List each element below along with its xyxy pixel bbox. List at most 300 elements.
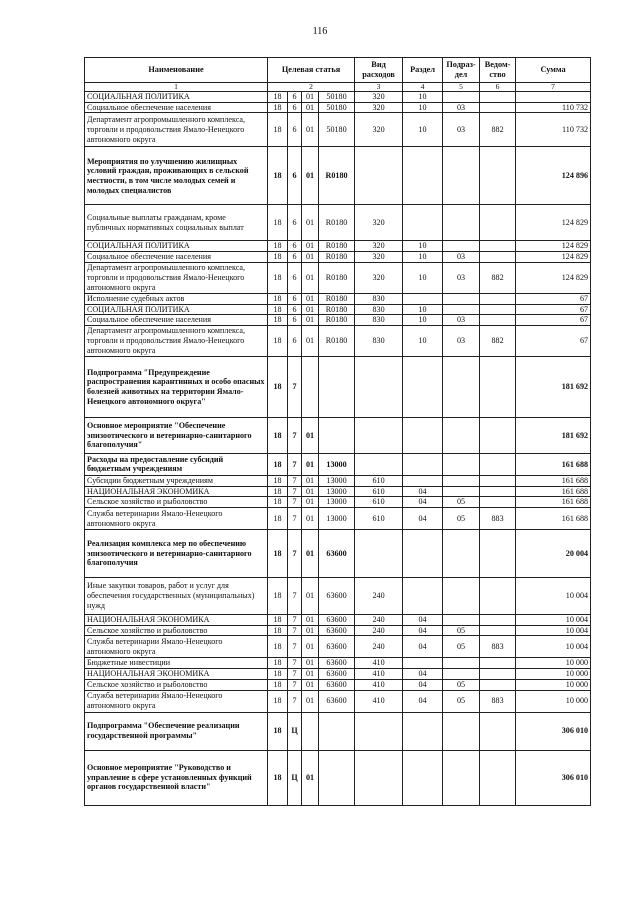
subsection-code xyxy=(443,530,480,578)
program-code: 18 xyxy=(268,241,288,252)
program-code: 18 xyxy=(268,712,288,750)
row-name: Расходы на предоставление субсидий бюджетным учреждениям xyxy=(85,453,268,475)
subprogram-code: 7 xyxy=(288,669,302,680)
subprogram-code: 6 xyxy=(288,205,302,241)
section-code: 04 xyxy=(403,508,443,530)
subprogram-code: 6 xyxy=(288,304,302,315)
header-subsection: Подраз-дел xyxy=(443,58,480,83)
row-name: Департамент агропромышленного комплекса, торговли и продовольствия Ямало-Ненецкого автономного округа xyxy=(85,113,268,147)
activity-code: 01 xyxy=(302,92,319,103)
direction-code: 63600 xyxy=(319,625,355,636)
subsection-code xyxy=(443,486,480,497)
section-code: 04 xyxy=(403,679,443,690)
expense-type-code: 320 xyxy=(355,102,403,113)
program-code: 18 xyxy=(268,625,288,636)
row-amount: 306 010 xyxy=(516,712,591,750)
table-row xyxy=(85,679,591,690)
subprogram-code: 6 xyxy=(288,252,302,263)
table-row xyxy=(85,750,591,805)
table-row xyxy=(85,690,591,712)
header-expense-type: Вид расходов xyxy=(355,58,403,83)
program-code: 18 xyxy=(268,679,288,690)
row-amount: 161 688 xyxy=(516,508,591,530)
activity-code: 01 xyxy=(302,304,319,315)
subsection-code xyxy=(443,453,480,475)
table-row xyxy=(85,147,591,205)
direction-code xyxy=(319,356,355,417)
direction-code: 63600 xyxy=(319,690,355,712)
subsection-code: 05 xyxy=(443,508,480,530)
table-row xyxy=(85,113,591,147)
department-code xyxy=(480,293,516,304)
section-code: 10 xyxy=(403,102,443,113)
direction-code: 13000 xyxy=(319,486,355,497)
direction-code xyxy=(319,750,355,805)
program-code: 18 xyxy=(268,497,288,508)
row-name: Социальное обеспечение населения xyxy=(85,102,268,113)
subsection-code: 03 xyxy=(443,252,480,263)
header-amount: Сумма xyxy=(516,58,591,83)
expense-type-code xyxy=(355,750,403,805)
activity-code: 01 xyxy=(302,293,319,304)
table-row xyxy=(85,712,591,750)
expense-type-code: 610 xyxy=(355,508,403,530)
page-number: 116 xyxy=(312,26,328,37)
header-department: Ведом-ство xyxy=(480,58,516,83)
subprogram-code: 6 xyxy=(288,147,302,205)
subprogram-code: 7 xyxy=(288,356,302,417)
row-amount: 67 xyxy=(516,325,591,356)
subsection-code xyxy=(443,712,480,750)
table-row xyxy=(85,475,591,486)
subsection-code xyxy=(443,658,480,669)
direction-code: 50180 xyxy=(319,92,355,103)
subsection-code xyxy=(443,241,480,252)
department-code xyxy=(480,679,516,690)
expense-type-code: 410 xyxy=(355,658,403,669)
subsection-code: 05 xyxy=(443,497,480,508)
subprogram-code: 7 xyxy=(288,417,302,453)
department-code xyxy=(480,92,516,103)
expense-type-code: 320 xyxy=(355,262,403,293)
table-row xyxy=(85,497,591,508)
section-code xyxy=(403,712,443,750)
row-amount: 181 692 xyxy=(516,356,591,417)
section-code: 04 xyxy=(403,615,443,626)
program-code: 18 xyxy=(268,690,288,712)
row-name: Социальное обеспечение населения xyxy=(85,315,268,326)
expense-type-code: 610 xyxy=(355,497,403,508)
section-code xyxy=(403,417,443,453)
direction-code: 63600 xyxy=(319,679,355,690)
expense-type-code: 320 xyxy=(355,252,403,263)
department-code xyxy=(480,241,516,252)
subprogram-code: 6 xyxy=(288,315,302,326)
activity-code: 01 xyxy=(302,508,319,530)
direction-code: 63600 xyxy=(319,658,355,669)
table-row xyxy=(85,92,591,103)
row-name: Социальные выплаты гражданам, кроме публичных нормативных социальных выплат xyxy=(85,205,268,241)
column-number: 7 xyxy=(516,83,591,92)
section-code xyxy=(403,205,443,241)
table-row xyxy=(85,625,591,636)
section-code: 10 xyxy=(403,325,443,356)
department-code xyxy=(480,147,516,205)
section-code: 04 xyxy=(403,636,443,658)
subsection-code xyxy=(443,669,480,680)
subprogram-code: 7 xyxy=(288,453,302,475)
activity-code: 01 xyxy=(302,262,319,293)
row-name: Подпрограмма "Предупреждение распространения карантинных и особо опасных болезней животных на территории Ямало-Ненецкого автономного округа" xyxy=(85,356,268,417)
direction-code: R0180 xyxy=(319,315,355,326)
department-code xyxy=(480,486,516,497)
row-amount: 10 004 xyxy=(516,625,591,636)
subsection-code xyxy=(443,475,480,486)
direction-code xyxy=(319,417,355,453)
program-code: 18 xyxy=(268,262,288,293)
direction-code: R0180 xyxy=(319,325,355,356)
expense-type-code: 240 xyxy=(355,625,403,636)
program-code: 18 xyxy=(268,508,288,530)
row-amount: 124 829 xyxy=(516,262,591,293)
row-amount: 67 xyxy=(516,304,591,315)
subprogram-code: Ц xyxy=(288,712,302,750)
activity-code: 01 xyxy=(302,615,319,626)
table-row xyxy=(85,530,591,578)
department-code: 882 xyxy=(480,325,516,356)
table-row xyxy=(85,241,591,252)
activity-code: 01 xyxy=(302,690,319,712)
subprogram-code: 6 xyxy=(288,113,302,147)
department-code: 882 xyxy=(480,262,516,293)
budget-table xyxy=(84,57,591,806)
subprogram-code: 7 xyxy=(288,690,302,712)
row-name: Сельское хозяйство и рыболовство xyxy=(85,625,268,636)
subprogram-code: 7 xyxy=(288,658,302,669)
program-code: 18 xyxy=(268,669,288,680)
section-code xyxy=(403,453,443,475)
subprogram-code: 7 xyxy=(288,615,302,626)
row-name: Подпрограмма "Обеспечение реализации государственной программы" xyxy=(85,712,268,750)
table-row xyxy=(85,252,591,263)
subprogram-code: 6 xyxy=(288,92,302,103)
activity-code xyxy=(302,712,319,750)
activity-code: 01 xyxy=(302,102,319,113)
row-name: НАЦИОНАЛЬНАЯ ЭКОНОМИКА xyxy=(85,669,268,680)
department-code xyxy=(480,658,516,669)
program-code: 18 xyxy=(268,453,288,475)
department-code xyxy=(480,252,516,263)
department-code xyxy=(480,356,516,417)
row-amount: 67 xyxy=(516,293,591,304)
column-number: 1 xyxy=(85,83,268,92)
section-code: 04 xyxy=(403,497,443,508)
row-name: Департамент агропромышленного комплекса, торговли и продовольствия Ямало-Ненецкого автономного округа xyxy=(85,325,268,356)
table-row xyxy=(85,102,591,113)
row-name: Основное мероприятие "Обеспечение эпизоотического и ветеринарно-санитарного благополучия" xyxy=(85,417,268,453)
department-code xyxy=(480,304,516,315)
program-code: 18 xyxy=(268,252,288,263)
section-code xyxy=(403,293,443,304)
expense-type-code xyxy=(355,417,403,453)
row-name: НАЦИОНАЛЬНАЯ ЭКОНОМИКА xyxy=(85,486,268,497)
subprogram-code: 7 xyxy=(288,679,302,690)
program-code: 18 xyxy=(268,113,288,147)
direction-code: 50180 xyxy=(319,102,355,113)
row-name: СОЦИАЛЬНАЯ ПОЛИТИКА xyxy=(85,92,268,103)
row-amount: 124 829 xyxy=(516,241,591,252)
activity-code: 01 xyxy=(302,530,319,578)
row-amount: 20 004 xyxy=(516,530,591,578)
expense-type-code xyxy=(355,453,403,475)
table-row xyxy=(85,669,591,680)
table-row xyxy=(85,304,591,315)
section-code xyxy=(403,356,443,417)
section-code: 10 xyxy=(403,241,443,252)
table-row xyxy=(85,356,591,417)
subsection-code: 03 xyxy=(443,113,480,147)
expense-type-code: 830 xyxy=(355,325,403,356)
subsection-code xyxy=(443,578,480,615)
row-name: Служба ветеринарии Ямало-Ненецкого автономного округа xyxy=(85,508,268,530)
subsection-code xyxy=(443,417,480,453)
direction-code xyxy=(319,712,355,750)
row-amount: 10 000 xyxy=(516,658,591,669)
row-name: Сельское хозяйство и рыболовство xyxy=(85,679,268,690)
activity-code xyxy=(302,356,319,417)
department-code xyxy=(480,530,516,578)
department-code xyxy=(480,497,516,508)
section-code: 10 xyxy=(403,315,443,326)
subsection-code xyxy=(443,750,480,805)
subsection-code xyxy=(443,356,480,417)
subsection-code xyxy=(443,293,480,304)
row-amount: 306 010 xyxy=(516,750,591,805)
row-amount: 124 829 xyxy=(516,252,591,263)
table-row xyxy=(85,315,591,326)
direction-code: R0180 xyxy=(319,293,355,304)
program-code: 18 xyxy=(268,92,288,103)
column-number: 2 xyxy=(268,83,355,92)
expense-type-code: 320 xyxy=(355,113,403,147)
subsection-code xyxy=(443,147,480,205)
section-code: 04 xyxy=(403,625,443,636)
subsection-code: 05 xyxy=(443,625,480,636)
section-code xyxy=(403,750,443,805)
subprogram-code: 7 xyxy=(288,497,302,508)
department-code: 883 xyxy=(480,690,516,712)
subprogram-code: Ц xyxy=(288,750,302,805)
program-code: 18 xyxy=(268,615,288,626)
section-code xyxy=(403,578,443,615)
row-amount: 67 xyxy=(516,315,591,326)
row-amount: 10 000 xyxy=(516,690,591,712)
expense-type-code: 610 xyxy=(355,486,403,497)
department-code xyxy=(480,578,516,615)
activity-code: 01 xyxy=(302,497,319,508)
program-code: 18 xyxy=(268,293,288,304)
expense-type-code xyxy=(355,356,403,417)
department-code xyxy=(480,205,516,241)
subsection-code: 05 xyxy=(443,690,480,712)
subprogram-code: 7 xyxy=(288,530,302,578)
subsection-code: 03 xyxy=(443,315,480,326)
subprogram-code: 6 xyxy=(288,262,302,293)
expense-type-code: 830 xyxy=(355,293,403,304)
direction-code: R0180 xyxy=(319,252,355,263)
direction-code: 13000 xyxy=(319,475,355,486)
program-code: 18 xyxy=(268,578,288,615)
direction-code: 63600 xyxy=(319,578,355,615)
section-code xyxy=(403,530,443,578)
department-code xyxy=(480,669,516,680)
section-code: 04 xyxy=(403,669,443,680)
expense-type-code: 240 xyxy=(355,636,403,658)
table-row xyxy=(85,453,591,475)
row-amount: 110 732 xyxy=(516,113,591,147)
department-code xyxy=(480,615,516,626)
section-code xyxy=(403,658,443,669)
section-code: 04 xyxy=(403,690,443,712)
program-code: 18 xyxy=(268,102,288,113)
subprogram-code: 7 xyxy=(288,625,302,636)
direction-code: 50180 xyxy=(319,113,355,147)
row-name: СОЦИАЛЬНАЯ ПОЛИТИКА xyxy=(85,241,268,252)
section-code: 10 xyxy=(403,262,443,293)
program-code: 18 xyxy=(268,486,288,497)
row-name: Департамент агропромышленного комплекса, торговли и продовольствия Ямало-Ненецкого автономного округа xyxy=(85,262,268,293)
expense-type-code: 320 xyxy=(355,241,403,252)
activity-code: 01 xyxy=(302,625,319,636)
row-name: Служба ветеринарии Ямало-Ненецкого автономного округа xyxy=(85,690,268,712)
subprogram-code: 7 xyxy=(288,475,302,486)
department-code: 883 xyxy=(480,636,516,658)
department-code xyxy=(480,102,516,113)
table-row xyxy=(85,325,591,356)
row-name: Иные закупки товаров, работ и услуг для обеспечения государственных (муниципальных) нужд xyxy=(85,578,268,615)
section-code: 10 xyxy=(403,92,443,103)
table-row xyxy=(85,486,591,497)
header-target: Целевая статья xyxy=(268,58,355,83)
subprogram-code: 6 xyxy=(288,325,302,356)
program-code: 18 xyxy=(268,636,288,658)
subsection-code: 03 xyxy=(443,325,480,356)
row-name: СОЦИАЛЬНАЯ ПОЛИТИКА xyxy=(85,304,268,315)
row-amount: 161 688 xyxy=(516,475,591,486)
expense-type-code: 610 xyxy=(355,475,403,486)
direction-code: R0180 xyxy=(319,262,355,293)
row-amount: 124 896 xyxy=(516,147,591,205)
subprogram-code: 7 xyxy=(288,578,302,615)
row-amount: 161 688 xyxy=(516,486,591,497)
department-code xyxy=(480,453,516,475)
direction-code: R0180 xyxy=(319,147,355,205)
section-code: 10 xyxy=(403,252,443,263)
program-code: 18 xyxy=(268,417,288,453)
expense-type-code: 410 xyxy=(355,679,403,690)
direction-code: R0180 xyxy=(319,241,355,252)
row-name: Бюджетные инвестиции xyxy=(85,658,268,669)
subprogram-code: 6 xyxy=(288,102,302,113)
expense-type-code: 240 xyxy=(355,615,403,626)
expense-type-code: 830 xyxy=(355,315,403,326)
program-code: 18 xyxy=(268,356,288,417)
direction-code: 63600 xyxy=(319,636,355,658)
activity-code: 01 xyxy=(302,241,319,252)
row-amount: 10 004 xyxy=(516,636,591,658)
activity-code: 01 xyxy=(302,669,319,680)
department-code xyxy=(480,417,516,453)
row-name: Сельское хозяйство и рыболовство xyxy=(85,497,268,508)
header-section: Раздел xyxy=(403,58,443,83)
activity-code: 01 xyxy=(302,315,319,326)
row-amount: 10 000 xyxy=(516,679,591,690)
row-amount: 10 000 xyxy=(516,669,591,680)
subsection-code xyxy=(443,205,480,241)
row-name: Мероприятия по улучшению жилищных условий граждан, проживающих в сельской местности, в том числе молодых семей и молодых специалистов xyxy=(85,147,268,205)
activity-code: 01 xyxy=(302,113,319,147)
row-amount: 124 829 xyxy=(516,205,591,241)
department-code xyxy=(480,475,516,486)
activity-code: 01 xyxy=(302,750,319,805)
subsection-code: 03 xyxy=(443,102,480,113)
table-row xyxy=(85,636,591,658)
activity-code: 01 xyxy=(302,578,319,615)
subsection-code xyxy=(443,92,480,103)
department-code xyxy=(480,712,516,750)
row-name: Служба ветеринарии Ямало-Ненецкого автономного округа xyxy=(85,636,268,658)
direction-code: 13000 xyxy=(319,497,355,508)
table-row xyxy=(85,262,591,293)
row-amount: 110 732 xyxy=(516,102,591,113)
column-number: 6 xyxy=(480,83,516,92)
activity-code: 01 xyxy=(302,453,319,475)
expense-type-code xyxy=(355,712,403,750)
department-code: 883 xyxy=(480,508,516,530)
expense-type-code: 410 xyxy=(355,669,403,680)
department-code xyxy=(480,750,516,805)
section-code: 10 xyxy=(403,113,443,147)
activity-code: 01 xyxy=(302,252,319,263)
column-number: 5 xyxy=(443,83,480,92)
department-code: 882 xyxy=(480,113,516,147)
subprogram-code: 7 xyxy=(288,636,302,658)
program-code: 18 xyxy=(268,658,288,669)
row-amount: 161 688 xyxy=(516,453,591,475)
direction-code: 13000 xyxy=(319,453,355,475)
department-code xyxy=(480,625,516,636)
program-code: 18 xyxy=(268,530,288,578)
column-number: 3 xyxy=(355,83,403,92)
program-code: 18 xyxy=(268,304,288,315)
subsection-code: 05 xyxy=(443,636,480,658)
activity-code: 01 xyxy=(302,679,319,690)
activity-code: 01 xyxy=(302,658,319,669)
expense-type-code: 240 xyxy=(355,578,403,615)
direction-code: 63600 xyxy=(319,615,355,626)
row-amount: 10 004 xyxy=(516,578,591,615)
activity-code: 01 xyxy=(302,205,319,241)
direction-code: 63600 xyxy=(319,530,355,578)
table-row xyxy=(85,508,591,530)
header-name: Наименование xyxy=(85,58,268,83)
row-amount: 10 004 xyxy=(516,615,591,626)
row-name: Исполнение судебных актов xyxy=(85,293,268,304)
subsection-code xyxy=(443,615,480,626)
department-code xyxy=(480,315,516,326)
row-amount: 161 688 xyxy=(516,497,591,508)
subsection-code xyxy=(443,304,480,315)
